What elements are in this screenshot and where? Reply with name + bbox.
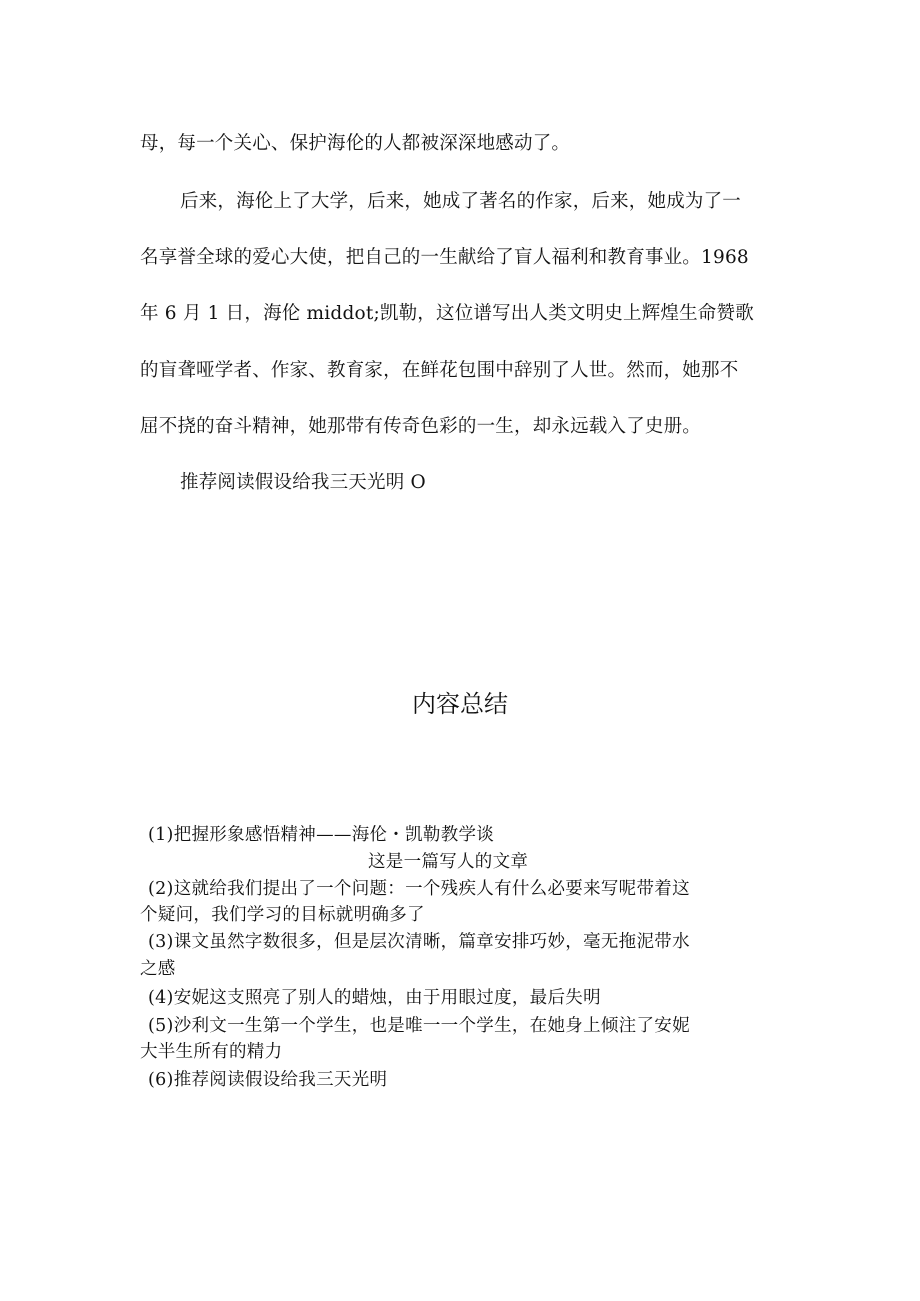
summary-item: (6)推荐阅读假设给我三天光明 [148, 1070, 388, 1090]
summary-title: 内容总结 [412, 690, 508, 718]
article-line: 后来，海伦上了大学，后来，她成了著名的作家，后来，她成为了一 [180, 191, 742, 212]
summary-item: (1)把握形象感悟精神——海伦・凯勒教学谈 [148, 825, 495, 845]
article-line: 名享誉全球的爱心大使，把自己的一生献给了盲人福利和教育事业。1968 [140, 247, 749, 268]
article-line: 屈不挠的奋斗精神，她那带有传奇色彩的一生，却永远载入了史册。 [140, 416, 702, 437]
summary-item: (2)这就给我们提出了一个问题：一个残疾人有什么必要来写呢带着这 [148, 879, 690, 899]
summary-subtitle: 这是一篇写人的文章 [368, 852, 529, 872]
summary-item: (3)课文虽然字数很多，但是层次清晰，篇章安排巧妙，毫无拖泥带水 [148, 932, 690, 952]
article-line: 母，每一个关心、保护海伦的人都被深深地感动了。 [140, 133, 571, 154]
summary-item: (5)沙利文一生第一个学生，也是唯一一个学生，在她身上倾注了安妮 [148, 1016, 690, 1036]
recommended-reading: 推荐阅读假设给我三天光明 O [180, 472, 426, 493]
summary-item-continuation: 之感 [140, 959, 176, 979]
article-line: 年 6 月 1 日，海伦 middot;凯勒，这位谱写出人类文明史上辉煌生命赞歌 [140, 303, 754, 324]
summary-item-continuation: 个疑问，我们学习的目标就明确多了 [140, 905, 425, 925]
article-line: 的盲聋哑学者、作家、教育家，在鲜花包围中辞别了人世。然而，她那不 [140, 360, 739, 381]
summary-item-continuation: 大半生所有的精力 [140, 1042, 283, 1062]
summary-item: (4)安妮这支照亮了别人的蜡烛，由于用眼过度，最后失明 [148, 988, 601, 1008]
